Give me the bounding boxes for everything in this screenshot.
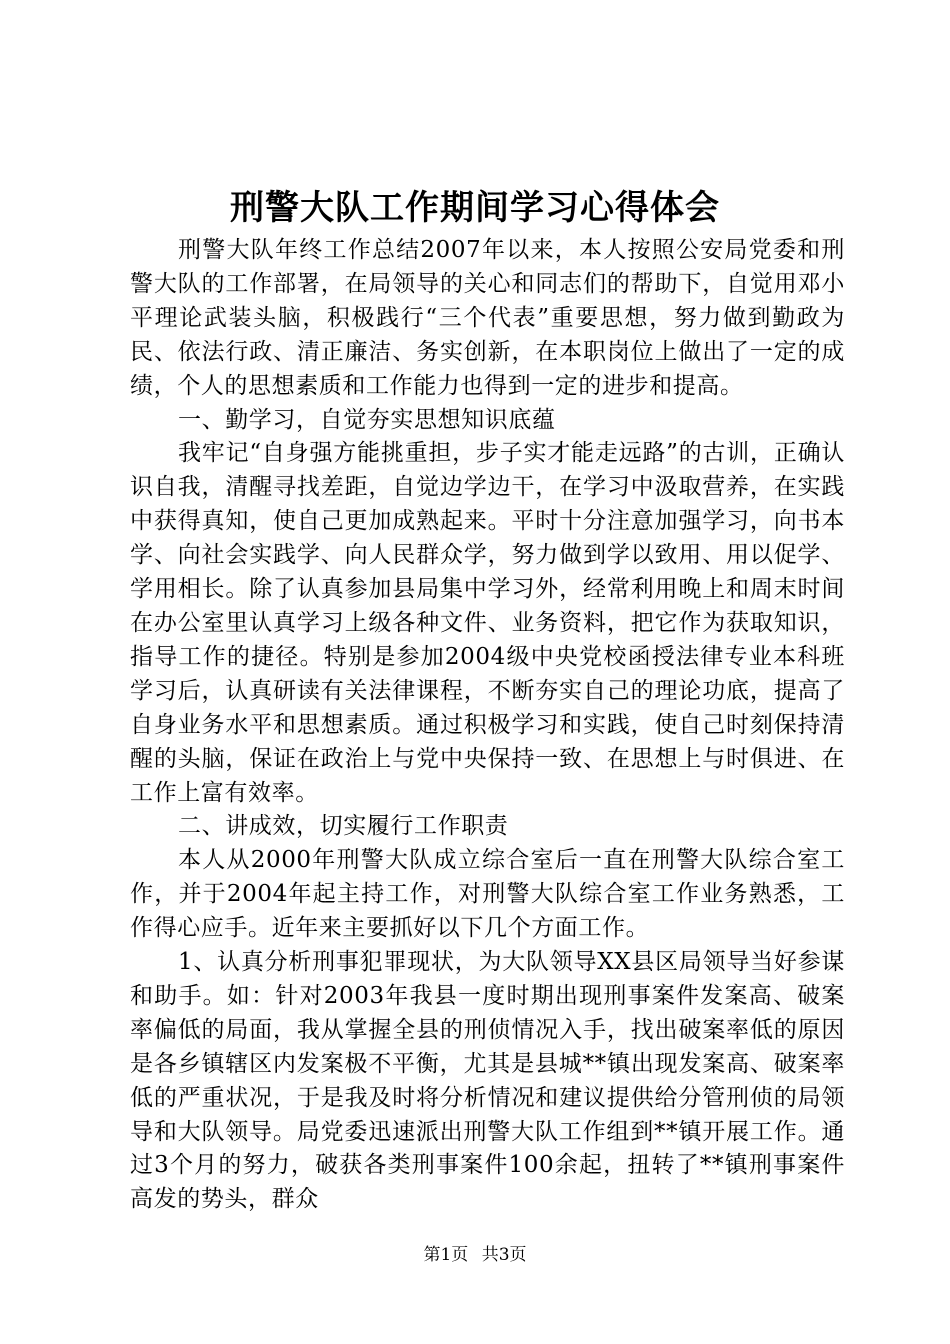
paragraph-study: 我牢记“自身强方能挑重担，步子实才能走远路”的古训，正确认识自我，清醒寻找差距，自觉边学边干，在学习中汲取营养，在实践中获得真知，使自己更加成熟起来。平时十分注意加强学习，向书本学、向社会实践学、向人民群众学，努力做到学以致用、用以促学、学用相长。除了认真参加县局集中学习外，经常利用晚上和周末时间在办公室里认真学习上级各种文件、业务资料，把它作为获取知识，指导工作的捷径。特别是参加2004级中央党校函授法律专业本科班学习后，认真研读有关法律课程，不断夯实自己的理论功底，提高了自身业务水平和思想素质。通过积极学习和实践，使自己时刻保持清醒的头脑，保证在政治上与党中央保持一致、在思想上与时俱进、在工作上富有效率。: [130, 440, 845, 806]
document-title: 刑警大队工作期间学习心得体会: [230, 188, 720, 228]
paragraph-intro: 刑警大队年终工作总结2007年以来，本人按照公安局党委和刑警大队的工作部署，在局领导的关心和同志们的帮助下，自觉用邓小平理论武装头脑，积极践行“三个代表”重要思想，努力做到勤政为民、依法行政、清正廉洁、务实创新，在本职岗位上做出了一定的成绩，个人的思想素质和工作能力也得到一定的进步和提高。: [130, 237, 845, 399]
paragraph-duties: 本人从2000年刑警大队成立综合室后一直在刑警大队综合室工作，并于2004年起主持工作，对刑警大队综合室工作业务熟悉，工作得心应手。近年来主要抓好以下几个方面工作。: [130, 847, 845, 942]
section-heading-1: 一、勤学习，自觉夯实思想知识底蕴: [178, 406, 556, 433]
page-number: 第1页: [423, 1245, 469, 1265]
page-footer: [0, 1243, 950, 1267]
document-body: [130, 234, 845, 1217]
section-heading-2: 二、讲成效，切实履行工作职责: [178, 813, 509, 840]
page-total: 共3页: [481, 1245, 527, 1265]
paragraph-analysis: 1、认真分析刑事犯罪现状，为大队领导XX县区局领导当好参谋和助手。如：针对2003年我县一度时期出现刑事案件发案高、破案率偏低的局面，我从掌握全县的刑侦情况入手，找出破案率低的原因是各乡镇辖区内发案极不平衡，尤其是县城**镇出现发案高、破案率低的严重状况，于是我及时将分析情况和建议提供给分管刑侦的局领导和大队领导。局党委迅速派出刑警大队工作组到**镇开展工作。通过3个月的努力，破获各类刑事案件100余起，扭转了**镇刑事案件高发的势头，群众: [130, 949, 845, 1213]
